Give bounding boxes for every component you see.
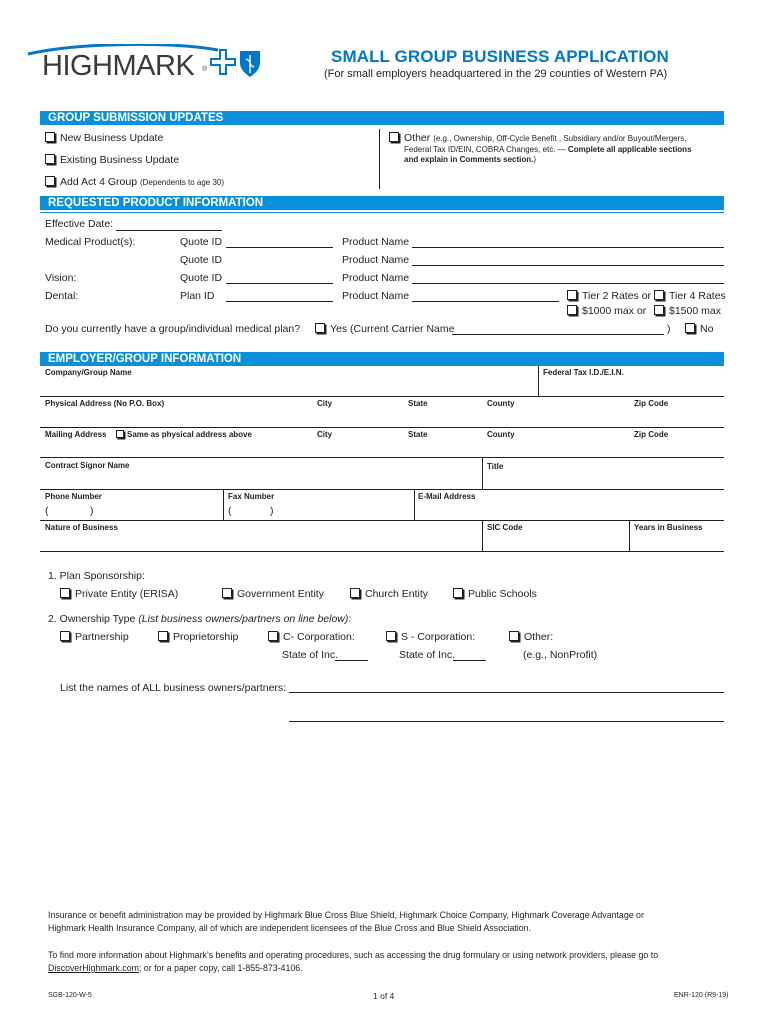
field-divider: [629, 520, 630, 551]
other-checkbox[interactable]: [389, 132, 686, 144]
ownership-type-note: (List business owners/partners on line below): [138, 613, 349, 625]
phone-paren-close: ): [90, 505, 94, 517]
medical-quote-id-label-2: Quote ID: [180, 254, 223, 266]
phone-row-bottom[interactable]: [40, 520, 724, 521]
fax-paren-open: (: [228, 505, 232, 517]
dental-product-name-field[interactable]: [412, 301, 559, 302]
ownership-type-label: [48, 613, 351, 625]
vision-product-name-label: Product Name: [342, 272, 410, 284]
partnership-checkbox[interactable]: [60, 631, 129, 643]
same-as-physical-checkbox[interactable]: [116, 430, 252, 439]
vision-quote-id-label: Quote ID: [180, 272, 223, 284]
private-entity-label: Private Entity (ERISA): [75, 588, 179, 600]
fax-paren-close: ): [270, 505, 274, 517]
company-row-bottom[interactable]: [40, 396, 724, 397]
checkbox-icon: [60, 588, 70, 598]
checkbox-icon: [315, 323, 325, 333]
nature-of-business-label: Nature of Business: [45, 523, 118, 532]
info-line-1: To find more information about Highmark’s benefits and operating procedures, such as accessing the drug formulary or using network providers, please go to: [48, 950, 659, 960]
c-corp-state-field[interactable]: [335, 660, 368, 661]
form-code-right: ENR-120 (R9-19): [674, 992, 729, 999]
page-title: SMALL GROUP BUSINESS APPLICATION: [331, 47, 669, 66]
field-divider: [538, 366, 539, 396]
ownership-type-prefix: 2. Ownership Type: [48, 613, 139, 625]
church-entity-label: Church Entity: [365, 588, 429, 600]
checkbox-icon: [116, 430, 124, 438]
field-divider: [414, 489, 415, 520]
list-owners-label: List the names of ALL business owners/partners:: [60, 682, 287, 694]
dental-label: Dental:: [45, 290, 79, 302]
checkbox-icon: [654, 290, 664, 300]
new-business-label: New Business Update: [60, 132, 164, 144]
mailing-zip-label: Zip Code: [634, 430, 669, 439]
checkbox-icon: [386, 631, 396, 641]
mailing-address-label: Mailing Address: [45, 430, 107, 439]
disclaimer-line-1: Insurance or benefit administration may be provided by Highmark Blue Cross Blue Shield, Highmark Choice Company, Highmark Coverage Advantage or: [48, 910, 644, 920]
signor-row-bottom[interactable]: [40, 489, 724, 490]
other-ownership-label: Other:: [524, 631, 554, 643]
government-entity-checkbox[interactable]: [222, 588, 324, 600]
other-note-2-bold: Complete all applicable sections: [567, 145, 692, 154]
physical-zip-label: Zip Code: [634, 399, 669, 408]
form-code-left: SGB-120-W-5: [48, 992, 92, 999]
mailing-state-label: State: [408, 430, 428, 439]
tier4-label: Tier 4 Rates: [669, 290, 726, 302]
checkbox-icon: [45, 176, 55, 186]
ownership-type-suffix: :: [348, 613, 352, 625]
physical-state-label: State: [408, 399, 428, 408]
info-line-2: [48, 963, 303, 973]
current-plan-no-checkbox[interactable]: [685, 323, 713, 335]
owners-field-1[interactable]: [289, 692, 724, 693]
mailing-city-label: City: [317, 430, 333, 439]
medical-product-name-label: Product Name: [342, 236, 410, 248]
checkbox-icon: [389, 132, 399, 142]
other-note-3-bold: and explain in Comments section.: [404, 155, 534, 164]
checkbox-icon: [45, 132, 55, 142]
checkbox-icon: [654, 305, 664, 315]
vision-product-name-field[interactable]: [412, 283, 724, 284]
other-ownership-checkbox[interactable]: [509, 631, 553, 643]
nature-row-bottom[interactable]: [40, 551, 724, 552]
tier4-checkbox[interactable]: [654, 290, 726, 302]
other-note-1: (e.g., Ownership, Off-Cycle Benefit , Subsidiary and/or Buyout/Mergers,: [433, 134, 687, 143]
sic-code-label: SIC Code: [487, 523, 523, 532]
checkbox-icon: [453, 588, 463, 598]
existing-business-checkbox[interactable]: [45, 154, 179, 166]
public-schools-label: Public Schools: [468, 588, 537, 600]
current-plan-no-label: No: [700, 323, 714, 335]
medical-quote-id-label: Quote ID: [180, 236, 223, 248]
section-header-requested-product: REQUESTED PRODUCT INFORMATION: [40, 196, 724, 210]
vision-quote-id-field[interactable]: [226, 283, 333, 284]
s-corp-state-label: State of Inc.: [399, 649, 456, 661]
medical-product-name-field-1[interactable]: [412, 247, 724, 248]
section-rule: [40, 212, 724, 213]
max1500-checkbox[interactable]: [654, 305, 721, 317]
years-in-business-label: Years in Business: [634, 523, 703, 532]
mailing-county-label: County: [487, 430, 515, 439]
checkbox-icon: [567, 290, 577, 300]
company-name-label: Company/Group Name: [45, 368, 132, 377]
partnership-label: Partnership: [75, 631, 129, 643]
field-divider: [482, 457, 483, 489]
other-note-3: [404, 155, 536, 164]
other-note-3-end: ): [533, 155, 537, 164]
medical-quote-id-field-1[interactable]: [226, 247, 333, 248]
logo-wordmark: HIGHMARK: [42, 50, 195, 82]
dental-plan-id-field[interactable]: [226, 301, 333, 302]
proprietorship-checkbox[interactable]: [158, 631, 238, 643]
phone-label: Phone Number: [45, 492, 102, 501]
phone-paren-open: (: [45, 505, 49, 517]
tier2-label: Tier 2 Rates or: [582, 290, 652, 302]
field-divider: [482, 520, 483, 551]
physical-address-label: Physical Address (No P.O. Box): [45, 399, 165, 408]
other-label: Other: [404, 132, 431, 144]
existing-business-label: Existing Business Update: [60, 154, 180, 166]
checkbox-icon: [567, 305, 577, 315]
same-as-physical-label: Same as physical address above: [127, 430, 252, 439]
physical-county-label: County: [487, 399, 515, 408]
dental-product-name-label: Product Name: [342, 290, 410, 302]
checkbox-icon: [268, 631, 278, 641]
max1000-label: $1000 max or: [582, 305, 647, 317]
highmark-logo: [22, 44, 264, 84]
s-corp-label: S - Corporation:: [401, 631, 476, 643]
bcbs-cross-shield-icon: [210, 49, 262, 79]
checkbox-icon: [509, 631, 519, 641]
carrier-close-paren: ): [667, 323, 671, 335]
new-business-checkbox[interactable]: [45, 132, 163, 144]
act4-label: Add Act 4 Group: [60, 176, 138, 188]
medical-product-name-field-2[interactable]: [412, 265, 724, 266]
physical-city-label: City: [317, 399, 333, 408]
checkbox-icon: [222, 588, 232, 598]
other-note-2: [404, 145, 692, 154]
proprietorship-label: Proprietorship: [173, 631, 239, 643]
disclaimer-line-2: Highmark Health Insurance Company, all of which are independent licensees of the Blue Cross and Blue Shield Association.: [48, 923, 531, 933]
dental-plan-id-label: Plan ID: [180, 290, 215, 302]
nonprofit-note: (e.g., NonProfit): [523, 649, 598, 661]
plan-sponsorship-label: 1. Plan Sponsorship:: [48, 570, 145, 582]
checkbox-icon: [45, 154, 55, 164]
title-label: Title: [487, 462, 504, 471]
current-carrier-field[interactable]: [452, 334, 664, 335]
contract-signor-label: Contract Signor Name: [45, 461, 130, 470]
government-entity-label: Government Entity: [237, 588, 324, 600]
s-corp-checkbox[interactable]: [386, 631, 475, 643]
max1500-label: $1500 max: [669, 305, 721, 317]
vision-label: Vision:: [45, 272, 77, 284]
c-corp-label: C- Corporation:: [283, 631, 355, 643]
section-header-group-submission: GROUP SUBMISSION UPDATES: [40, 111, 724, 125]
current-plan-question: Do you currently have a group/individual medical plan?: [45, 323, 301, 335]
act4-note: (Dependents to age 30): [139, 178, 225, 187]
owners-field-2[interactable]: [289, 721, 724, 722]
private-entity-checkbox[interactable]: [60, 588, 178, 600]
current-plan-yes-label: Yes (Current Carrier Name: [330, 323, 455, 335]
max1000-checkbox[interactable]: [567, 305, 646, 317]
submission-divider: [379, 129, 380, 189]
c-corp-state-label: State of Inc.: [282, 649, 339, 661]
section-header-employer-info: EMPLOYER/GROUP INFORMATION: [40, 352, 724, 366]
medical-product-name-label-2: Product Name: [342, 254, 410, 266]
checkbox-icon: [158, 631, 168, 641]
checkbox-icon: [685, 323, 695, 333]
public-schools-checkbox[interactable]: [453, 588, 537, 600]
checkbox-icon: [60, 631, 70, 641]
checkbox-icon: [350, 588, 360, 598]
s-corp-state-field[interactable]: [453, 660, 486, 661]
effective-date-field[interactable]: [116, 230, 222, 231]
act4-checkbox[interactable]: [45, 176, 224, 188]
c-corp-checkbox[interactable]: [268, 631, 355, 643]
other-note-2-text: Federal Tax ID/EIN, COBRA Changes, etc. —: [404, 145, 568, 154]
fax-label: Fax Number: [228, 492, 275, 501]
page-subtitle: (For small employers headquartered in the 29 counties of Western PA): [324, 68, 668, 80]
tier2-checkbox[interactable]: [567, 290, 651, 302]
mailing-address-row-bottom[interactable]: [40, 457, 724, 458]
effective-date-label: Effective Date:: [45, 218, 114, 230]
field-divider: [223, 489, 224, 520]
physical-address-row-bottom[interactable]: [40, 427, 724, 428]
ein-label: Federal Tax I.D./E.I.N.: [543, 368, 624, 377]
discover-highmark-link[interactable]: DiscoverHighmark.com: [48, 963, 139, 973]
current-plan-yes-checkbox[interactable]: [315, 323, 454, 335]
page-number: 1 of 4: [373, 991, 395, 1001]
info-line-2-text: ; or for a paper copy, call 1-855-873-4106.: [138, 963, 303, 973]
logo-registered: ®: [202, 66, 208, 73]
church-entity-checkbox[interactable]: [350, 588, 428, 600]
email-label: E-Mail Address: [418, 492, 476, 501]
medical-label: Medical Product(s):: [45, 236, 136, 248]
